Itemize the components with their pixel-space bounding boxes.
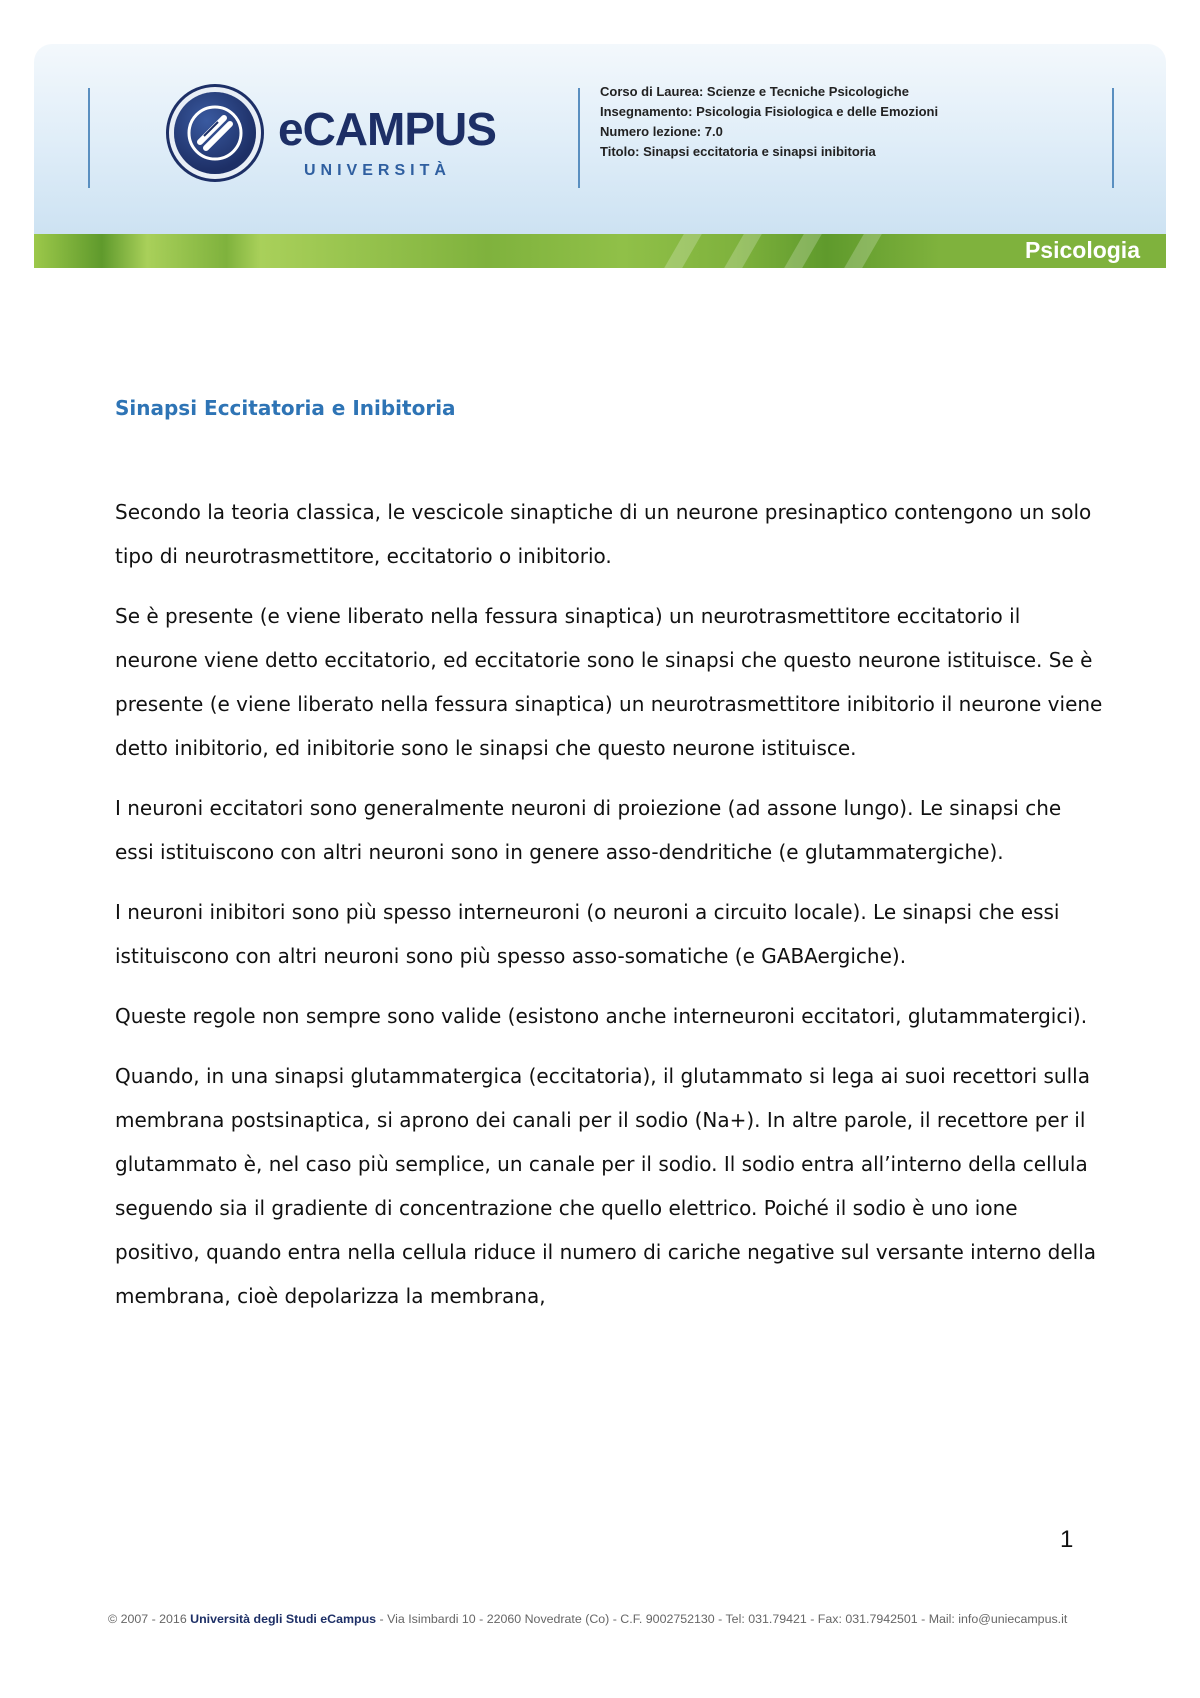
- document-heading: Sinapsi Eccitatoria e Inibitoria: [115, 396, 456, 420]
- course-subject: Insegnamento: Psicologia Fisiologica e delle Emozioni: [600, 104, 939, 119]
- brand-name: eCAMPUS: [278, 103, 496, 155]
- brand-subtitle: UNIVERSITÀ: [304, 162, 451, 179]
- paragraph: I neuroni eccitatori sono generalmente neuroni di proiezione (ad assone lungo). Le sinapsi che essi istituiscono con altri neuroni sono in genere asso-dendritiche (e glutammatergiche).: [115, 796, 1062, 864]
- divider-middle: [578, 88, 580, 188]
- stripe-decoration: [784, 234, 822, 268]
- page-footer: [108, 1612, 1067, 1626]
- paragraph: I neuroni inibitori sono più spesso interneuroni (o neuroni a circuito locale). Le sinapsi che essi istituiscono con altri neuroni sono più spesso asso-somatiche (e GABAergiche).: [115, 900, 1060, 968]
- stripe-decoration: [724, 234, 762, 268]
- header-banner: [34, 44, 1166, 268]
- ecampus-logo-icon: [174, 92, 256, 174]
- divider-left: [88, 88, 90, 188]
- footer-university: Università degli Studi eCampus: [190, 1612, 377, 1626]
- lesson-number: Numero lezione: 7.0: [600, 124, 723, 139]
- section-stripe: [34, 234, 1166, 268]
- divider-right: [1112, 88, 1114, 188]
- section-label: Psicologia: [1024, 237, 1140, 263]
- course-info: [600, 82, 938, 162]
- lesson-title: Titolo: Sinapsi eccitatoria e sinapsi inibitoria: [600, 144, 876, 159]
- stripe-decoration: [844, 234, 882, 268]
- document-body: [115, 490, 1105, 1334]
- page-number: 1: [1060, 1526, 1074, 1553]
- footer-copyright: © 2007 - 2016: [108, 1612, 191, 1626]
- paragraph: Quando, in una sinapsi glutammatergica (eccitatoria), il glutammato si lega ai suoi recettori sulla membrana postsinaptica, si aprono dei canali per il sodio (Na+). In altre parole, il recettore per il glutammato è, nel caso più semplice, un canale per il sodio. Il sodio entra all’interno della cellula seguendo sia il gradiente di concentrazione che quello elettrico. Poiché il sodio è uno ione positivo, quando entra nella cellula riduce il numero di cariche negative sul versante interno della membrana, cioè depolarizza la membrana,: [115, 1064, 1097, 1308]
- paragraph: Se è presente (e viene liberato nella fessura sinaptica) un neurotrasmettitore eccitatorio il neurone viene detto eccitatorio, ed eccitatorie sono le sinapsi che questo neurone istituisce. Se è presente (e viene liberato nella fessura sinaptica) un neurotrasmettitore inibitorio il neurone viene detto inibitorio, ed inibitorie sono le sinapsi che questo neurone istituisce.: [115, 604, 1103, 760]
- paragraph: Secondo la teoria classica, le vescicole sinaptiche di un neurone presinaptico contengono un solo tipo di neurotrasmettitore, eccitatorio o inibitorio.: [115, 500, 1092, 568]
- footer-details: - Via Isimbardi 10 - 22060 Novedrate (Co) - C.F. 9002752130 - Tel: 031.79421 - Fax: 031.7942501 - Mail: info@uniecampus.it: [376, 1612, 1068, 1626]
- paragraph: Queste regole non sempre sono valide (esistono anche interneuroni eccitatori, glutammatergici).: [115, 1004, 1088, 1028]
- course-degree: Corso di Laurea: Scienze e Tecniche Psicologiche: [600, 84, 909, 99]
- stripe-decoration: [664, 234, 702, 268]
